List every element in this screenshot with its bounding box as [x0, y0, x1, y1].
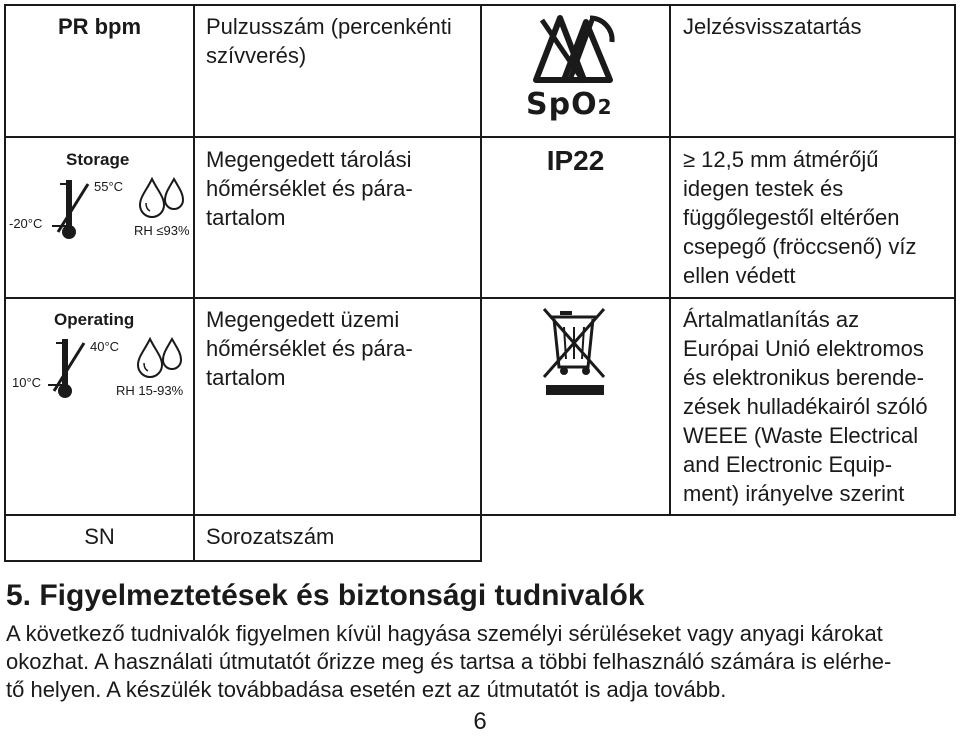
ip22-symbol: IP22 [546, 145, 605, 176]
operating-temp-high: 40°C [90, 339, 120, 354]
spo2-label: SpO2 [526, 87, 613, 122]
pr-bpm-symbol: PR bpm [57, 14, 142, 39]
thermometer-icon [46, 335, 86, 401]
storage-humidity: RH ≤93% [134, 223, 190, 238]
storage-temp-high: 55°C [94, 179, 124, 194]
alarm-suppression-description: Jelzésvisszatartás [683, 14, 862, 39]
humidity-drops-icon [138, 175, 188, 221]
humidity-drops-icon [136, 335, 186, 381]
section-heading: 5. Figyelmeztetések és biztonsági tudnivalók [6, 579, 645, 612]
ip22-description: ≥ 12,5 mm átmérőjű idegen testek és függőlegestől eltérően csepegő (fröccsenő) víz ellen védett [683, 147, 917, 288]
sn-description: Sorozatszám [206, 524, 335, 549]
page-number: 6 [473, 708, 487, 735]
operating-humidity: RH 15-93% [116, 383, 184, 398]
operating-temp-low: 10°C [12, 375, 42, 390]
operating-title: Operating [54, 310, 135, 329]
pr-bpm-description: Pulzusszám (percenkénti szívverés) [206, 14, 452, 68]
weee-bin-icon [540, 305, 612, 397]
operating-description: Megengedett üzemi hőmérséklet és pára- tartalom [206, 307, 413, 390]
section-paragraph: A következő tudnivalók figyelmen kívül hagyása személyi sérüléseket vagy anyagi károkat okozhat. A használati útmutatót őrizze meg és tartsa a többi felhasználó számára is elérhe- tő helyen. A készülék továbbadása esetén ezt az útmutatót is adja tovább. [6, 621, 892, 702]
thermometer-icon [50, 176, 90, 242]
storage-title: Storage [66, 150, 130, 169]
weee-description: Ártalmatlanítás az Európai Unió elektromos és elektronikus berende- zések hulladékairól szóló WEEE (Waste Electrical and Electronic Equip- ment) irányelve szerint [683, 307, 928, 506]
storage-temp-low: -20°C [9, 216, 43, 231]
sn-symbol: SN [84, 524, 115, 549]
alarm-off-icon [530, 12, 626, 86]
storage-description: Megengedett tárolási hőmérséklet és pára- tartalom [206, 147, 413, 230]
